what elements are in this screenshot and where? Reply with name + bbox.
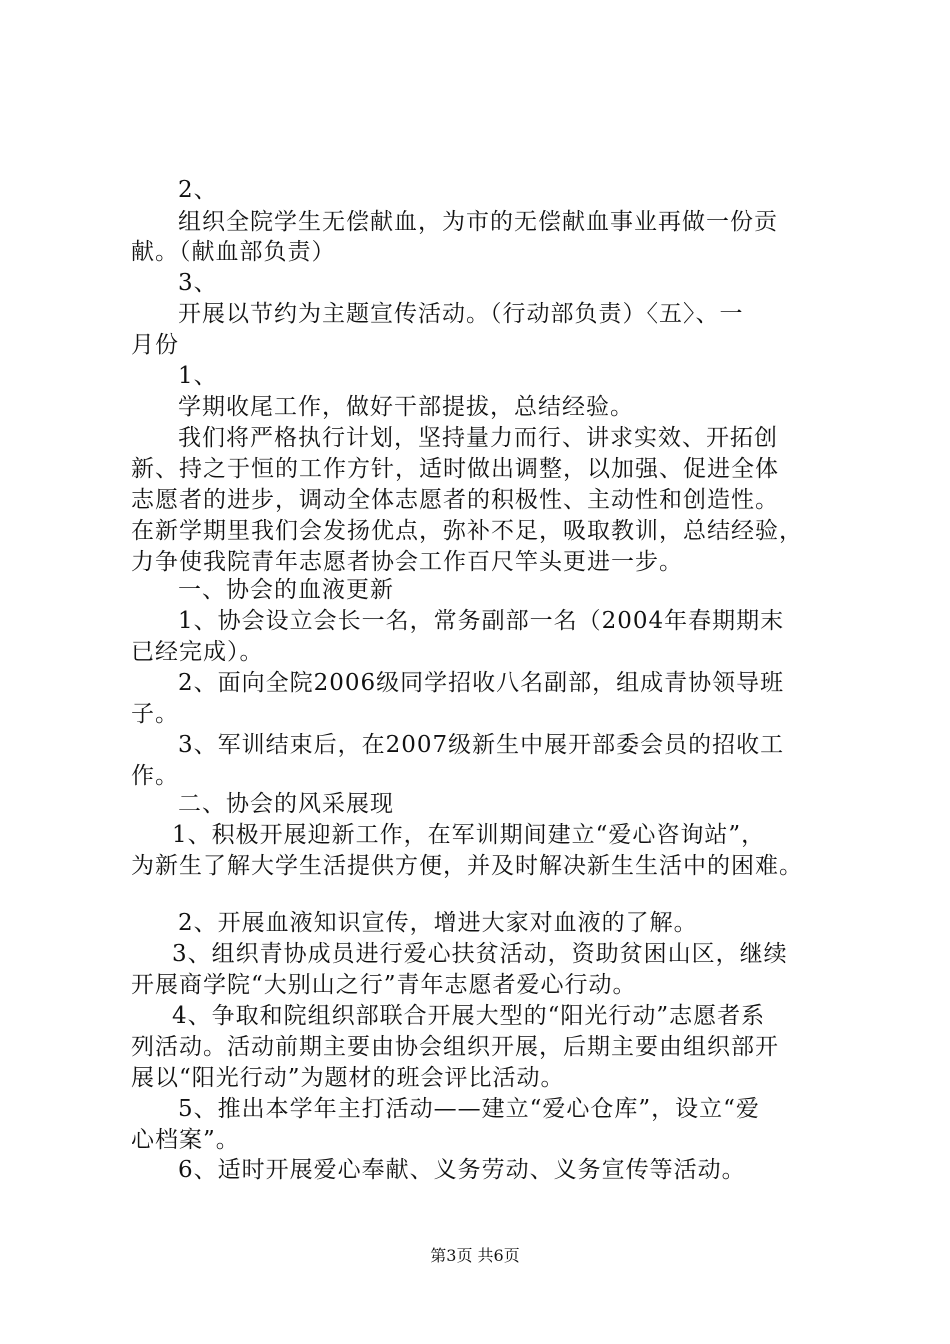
paragraph-line: 2、开展血液知识宣传，增进大家对血液的了解。 [178, 910, 698, 936]
paragraph-line: 学期收尾工作，做好干部提拔，总结经验。 [178, 394, 634, 420]
paragraph-line: 4、争取和院组织部联合开展大型的“阳光行动”志愿者系 [172, 1003, 766, 1029]
paragraph-line: 在新学期里我们会发扬优点，弥补不足，吸取教训，总结经验， [131, 518, 803, 544]
paragraph-line: 为新生了解大学生活提供方便，并及时解决新生生活中的困难。 [131, 853, 803, 879]
paragraph-line: 2、 [178, 177, 218, 203]
paragraph-line: 作。 [131, 763, 179, 789]
section-heading: 一、协会的血液更新 [178, 577, 394, 603]
paragraph-line: 开展以节约为主题宣传活动。（行动部负责）〈五〉、一 [178, 301, 744, 327]
paragraph-line: 开展商学院“大别山之行”青年志愿者爱心行动。 [131, 972, 637, 998]
section-heading: 二、协会的风采展现 [178, 791, 394, 817]
paragraph-line: 已经完成）。 [131, 639, 264, 665]
page-footer: 第3页 共6页 [430, 1246, 520, 1265]
paragraph-line: 子。 [131, 701, 179, 727]
paragraph-line: 月份 [131, 332, 179, 358]
paragraph-line: 3、军训结束后，在2007级新生中展开部委会员的招收工 [178, 732, 785, 758]
paragraph-line: 1、 [178, 363, 218, 389]
paragraph-line: 力争使我院青年志愿者协会工作百尺竿头更进一步。 [131, 549, 683, 575]
paragraph-line: 我们将严格执行计划，坚持量力而行、讲求实效、开拓创 [178, 425, 778, 451]
paragraph-line: 组织全院学生无偿献血，为市的无偿献血事业再做一份贡 [178, 209, 778, 235]
paragraph-line: 志愿者的进步，调动全体志愿者的积极性、主动性和创造性。 [131, 487, 779, 513]
paragraph-line: 新、持之于恒的工作方针，适时做出调整，以加强、促进全体 [131, 456, 779, 482]
paragraph-line: 6、适时开展爱心奉献、义务劳动、义务宣传等活动。 [178, 1157, 746, 1183]
paragraph-line: 列活动。活动前期主要由协会组织开展，后期主要由组织部开 [131, 1034, 779, 1060]
paragraph-line: 1、积极开展迎新工作，在军训期间建立“爱心咨询站”， [172, 822, 766, 848]
paragraph-line: 献。（献血部负责） [131, 239, 336, 265]
paragraph-line: 3、组织青协成员进行爱心扶贫活动，资助贫困山区，继续 [172, 941, 788, 967]
paragraph-line: 5、推出本学年主打活动——建立“爱心仓库”，设立“爱 [178, 1096, 760, 1122]
paragraph-line: 心档案”。 [131, 1127, 240, 1153]
paragraph-line: 1、协会设立会长一名，常务副部一名（2004年春期期末 [178, 608, 785, 634]
paragraph-line: 2、面向全院2006级同学招收八名副部，组成青协领导班 [178, 670, 785, 696]
paragraph-line: 展以“阳光行动”为题材的班会评比活动。 [131, 1065, 565, 1091]
paragraph-line: 3、 [178, 270, 218, 296]
